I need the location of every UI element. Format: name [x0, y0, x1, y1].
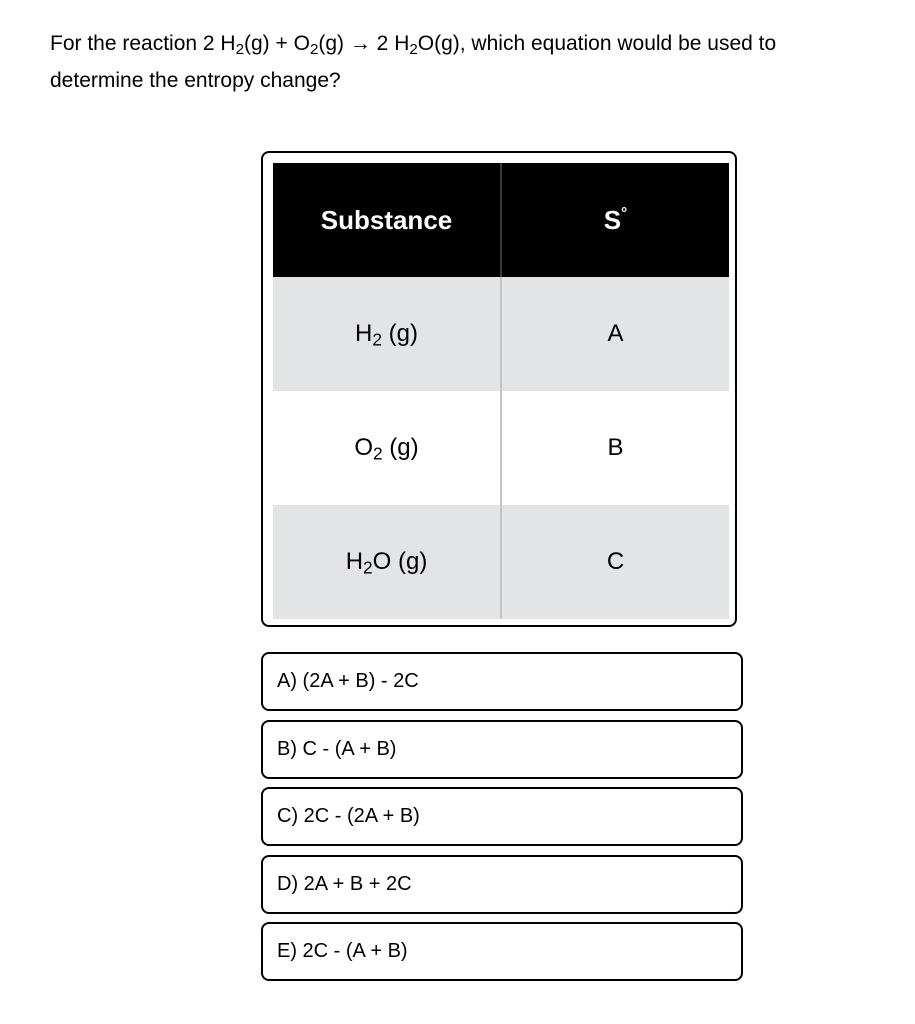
answer-options [261, 652, 743, 990]
table-row-o2 [273, 391, 729, 505]
substance-cell: $O_2$ (g) [273, 391, 501, 505]
entropy-value-cell: C [501, 505, 729, 619]
entropy-table-card [261, 151, 737, 627]
table-row-h2o [273, 505, 729, 619]
table-row-h2 [273, 277, 729, 391]
substance-cell: $H_2O$ (g) [273, 505, 501, 619]
option-label: D) 2A + B + 2C [277, 872, 412, 895]
option-label: A) (2A + B) - 2C [277, 670, 419, 692]
answer-option-c[interactable] [261, 787, 743, 846]
option-label: B) C - (A + B) [277, 737, 397, 760]
header-entropy: S° [501, 163, 729, 277]
option-label: E) 2C - (A + B) [277, 940, 408, 962]
entropy-table [273, 163, 729, 619]
answer-option-d[interactable] [261, 855, 743, 914]
table-header-row [273, 163, 729, 277]
question-text: For the reaction 2 $H_2(g) + O_2(g) \to 2$ $H_2O(g)$, which equation would be used to determine the entropy change? [50, 32, 777, 92]
answer-option-a[interactable] [261, 652, 743, 711]
answer-option-e[interactable] [261, 922, 743, 981]
answer-option-b[interactable] [261, 720, 743, 779]
entropy-value-cell: A [501, 277, 729, 391]
entropy-value-cell: B [501, 391, 729, 505]
substance-cell: $H_2$ (g) [273, 277, 501, 391]
option-label: C) 2C - (2A + B) [277, 805, 420, 827]
header-substance: Substance [273, 163, 501, 277]
